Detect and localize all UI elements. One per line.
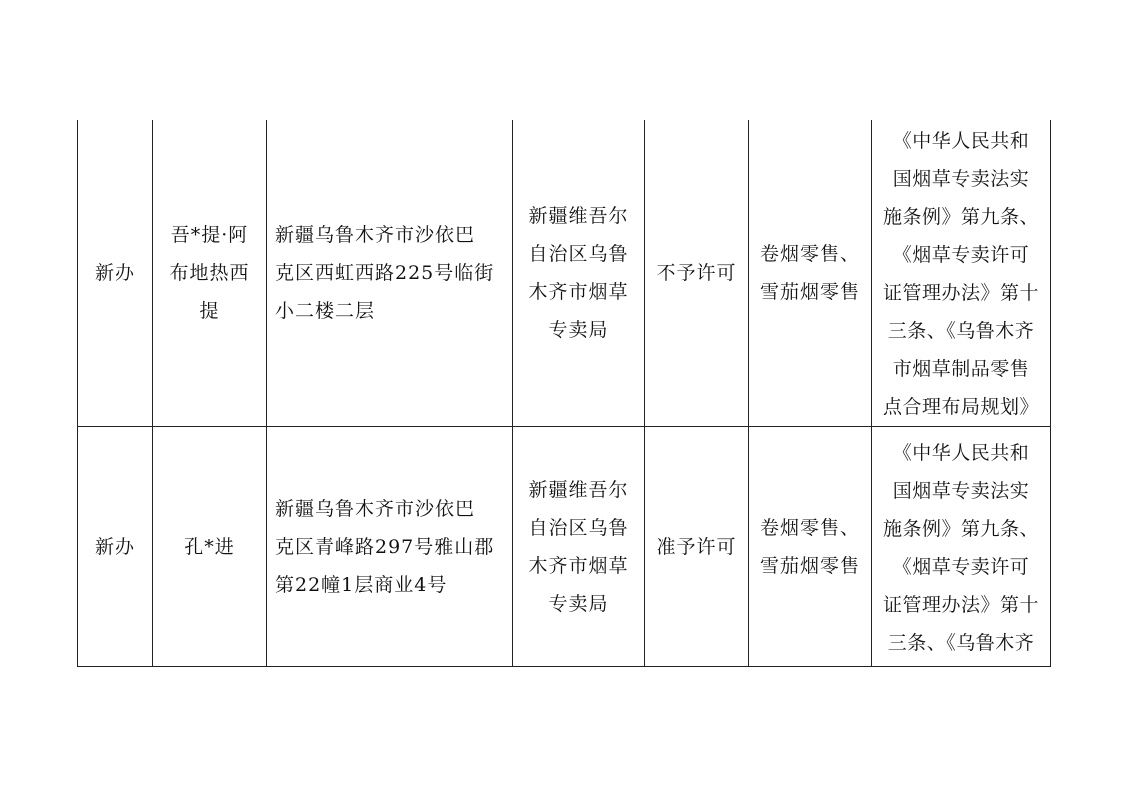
license-records-table: [77, 120, 1051, 667]
issuing-authority-cell: [513, 120, 645, 427]
application-type-cell: [78, 427, 153, 667]
legal-basis-cell: [872, 427, 1051, 667]
legal-basis: 《中华人民共和 国烟草专卖法实 施条例》第九条、 《烟草专卖许可 证管理办法》第十 三条、《乌鲁木齐: [882, 441, 1039, 654]
decision: 准予许可: [656, 535, 737, 558]
business-scope-cell: [749, 120, 872, 427]
application-type: 新办: [94, 535, 135, 558]
applicant-name: 吾*提·阿 布地热西 提: [169, 224, 250, 322]
legal-basis: 《中华人民共和 国烟草专卖法实 施条例》第九条、 《烟草专卖许可 证管理办法》第十 三条、《乌鲁木齐 市烟草制品零售 点合理布局规划》: [882, 130, 1039, 418]
applicant-name-cell: [153, 120, 267, 427]
business-scope-cell: [749, 427, 872, 667]
business-address-cell: [267, 120, 513, 427]
applicant-name-cell: [153, 427, 267, 667]
business-scope: 卷烟零售、 雪茄烟零售: [759, 243, 860, 303]
issuing-authority-cell: [513, 427, 645, 667]
application-type-cell: [78, 120, 153, 427]
legal-basis-cell: [872, 120, 1051, 427]
business-address-cell: [267, 427, 513, 667]
table-row: [78, 120, 1051, 427]
application-type: 新办: [94, 262, 135, 284]
issuing-authority: 新疆维吾尔 自治区乌鲁 木齐市烟草 专卖局: [528, 478, 629, 615]
business-address: 新疆乌鲁木齐市沙依巴 克区青峰路297号雅山郡 第22幢1层商业4号: [275, 497, 495, 596]
business-scope: 卷烟零售、 雪茄烟零售: [759, 516, 860, 577]
business-address: 新疆乌鲁木齐市沙依巴 克区西虹西路225号临街 小二楼二层: [275, 224, 495, 322]
decision: 不予许可: [656, 262, 737, 284]
issuing-authority: 新疆维吾尔 自治区乌鲁 木齐市烟草 专卖局: [528, 205, 629, 341]
decision-cell: [645, 120, 749, 427]
table-row: [78, 427, 1051, 667]
applicant-name: 孔*进: [184, 535, 235, 558]
decision-cell: [645, 427, 749, 667]
